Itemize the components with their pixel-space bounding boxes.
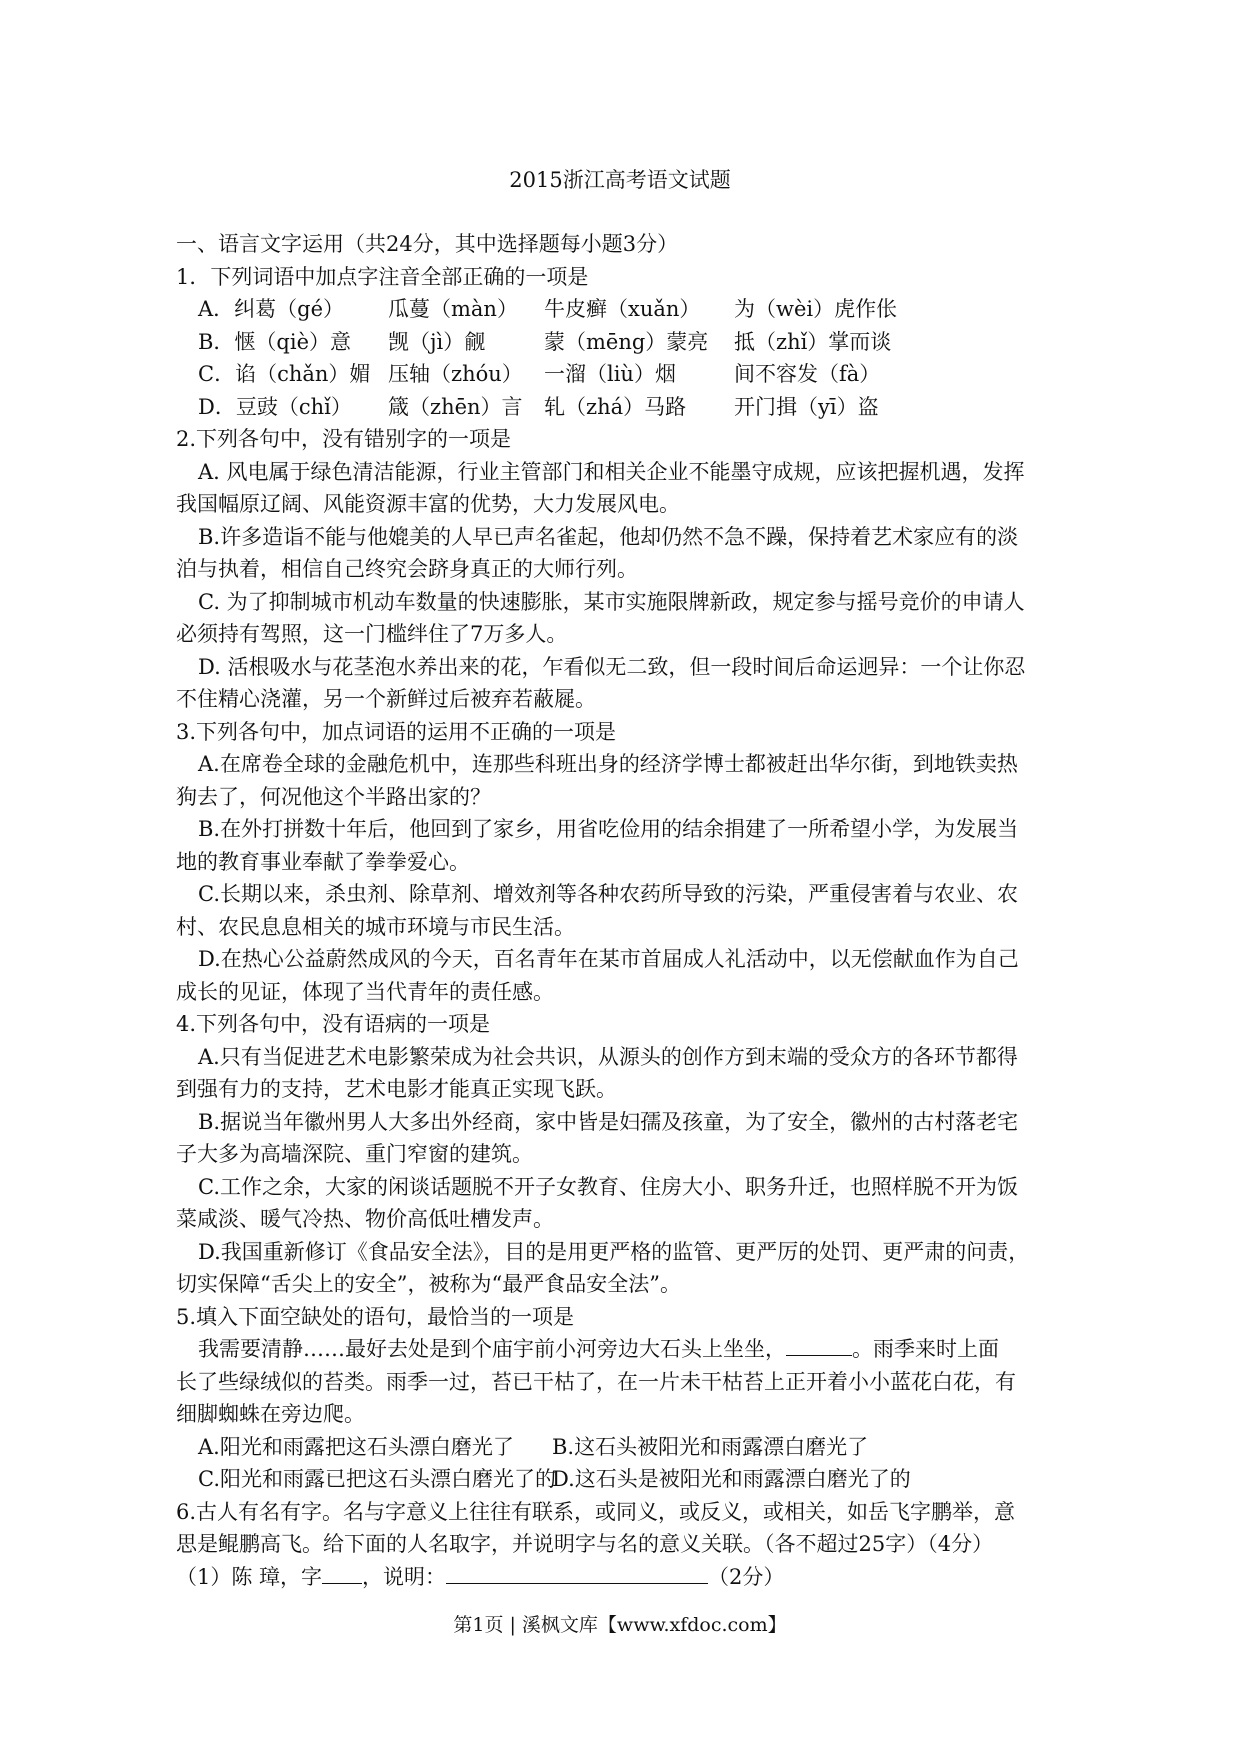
q1-a-3: 牛皮癣（xuǎn） (544, 297, 701, 321)
q2-b-line2: 泊与执着，相信自己终究会跻身真正的大师行列。 (176, 557, 638, 581)
q4-a-line1: A.只有当促进艺术电影繁荣成为社会共识，从源头的创作方到末端的受众方的各环节都得 (198, 1044, 1018, 1069)
q2-c-line2: 必须持有驾照，这一门槛绊住了7万多人。 (176, 622, 568, 646)
q5-stem: 5.填入下面空缺处的语句，最恰当的一项是 (176, 1304, 575, 1329)
q6-line1: 6.古人有名有字。名与字意义上往往有联系，或同义，或反义，或相关，如岳飞字鹏举，意 (176, 1499, 1016, 1524)
q1-option-b (176, 326, 1072, 359)
page-title: 2015浙江高考语文试题 (509, 168, 731, 192)
q4-d-line1: D.我国重新修订《食品安全法》，目的是用更严格的监管、更严厉的处罚、更严肃的问责， (198, 1239, 1030, 1264)
q3-a-line1: A.在席卷全球的金融危机中，连那些科班出身的经济学博士都被赶出华尔街，到地铁卖热 (198, 752, 1018, 776)
q5-passage-1b: 。雨季来时上面 (852, 1337, 999, 1361)
page-footer: 第1页 | 溪枫文库【www.xfdoc.com】 (453, 1614, 787, 1636)
q5-option-b: B.这石头被阳光和雨露漂白磨光了 (552, 1434, 869, 1459)
q6-explanation-blank[interactable] (446, 1563, 708, 1584)
q1-a-2: 瓜蔓（màn） (388, 297, 518, 321)
q1-b-3: 蒙（mēng）蒙亮 (544, 329, 709, 354)
q6-explain-label: ，说明： (362, 1564, 447, 1589)
q5-option-d: D.这石头是被阳光和雨露漂白磨光了的 (552, 1467, 911, 1491)
q3-d-line1: D.在热心公益蔚然成风的今天，百名青年在某市首届成人礼活动中，以无偿献血作为自己 (198, 947, 1019, 971)
q5-answer-blank[interactable] (786, 1335, 852, 1356)
q2-stem: 2.下列各句中，没有错别字的一项是 (176, 427, 512, 451)
q3-c-line1: C.长期以来，杀虫剂、除草剂、增效剂等各种农药所导致的污染，严重侵害着与农业、农 (198, 882, 1018, 906)
q6-line2: 思是鲲鹏高飞。给下面的人名取字，并说明字与名的意义关联。（各不超过25字）（4分） (176, 1532, 994, 1556)
q6-name-label: （1）陈 璋，字 (176, 1564, 323, 1589)
q5-passage-line1 (176, 1333, 1072, 1366)
q5-passage-line2: 长了些绿绒似的苔类。雨季一过，苔已干枯了，在一片未干枯苔上正开着小小蓝花白花，有 (176, 1369, 1016, 1394)
q1-a-1: A．纠葛（gé） (198, 297, 345, 321)
q2-a-line2: 我国幅原辽阔、风能资源丰富的优势，大力发展风电。 (176, 492, 680, 516)
q1-stem: 1．下列词语中加点字注音全部正确的一项是 (176, 264, 589, 289)
q1-c-3: 一溜（liù）烟 (544, 362, 676, 386)
q1-option-c (176, 358, 1072, 391)
q3-d-line2: 成长的见证，体现了当代青年的责任感。 (176, 979, 554, 1004)
q5-options-cd (176, 1463, 1072, 1496)
q1-option-d (176, 391, 1072, 424)
q4-a-line2: 到强有力的支持，艺术电影才能真正实现飞跃。 (176, 1077, 617, 1101)
q2-c-line1: C. 为了抑制城市机动车数量的快速膨胀，某市实施限牌新政，规定参与摇号竞价的申请人 (198, 589, 1025, 614)
q3-stem: 3.下列各句中，加点词语的运用不正确的一项是 (176, 719, 617, 744)
q2-a-line1: A. 风电属于绿色清洁能源，行业主管部门和相关企业不能墨守成规，应该把握机遇，发挥 (198, 459, 1025, 484)
section-heading: 一、语言文字运用（共24分，其中选择题每小题3分） (176, 232, 679, 256)
q1-b-4: 抵（zhǐ）掌而谈 (734, 329, 892, 354)
q1-b-2: 觊（jì）觎 (388, 329, 486, 354)
q1-c-2: 压轴（zhóu） (388, 362, 523, 386)
q1-d-3: 轧（zhá）马路 (544, 394, 687, 419)
q5-options-ab (176, 1431, 1072, 1464)
q1-d-4: 开门揖（yī）盗 (734, 394, 879, 419)
q3-b-line2: 地的教育事业奉献了拳拳爱心。 (176, 849, 470, 874)
q5-option-c: C.阳光和雨露已把这石头漂白磨光了的 (198, 1467, 556, 1491)
q5-option-a: A.阳光和雨露把这石头漂白磨光了 (198, 1434, 514, 1459)
q4-c-line1: C.工作之余，大家的闲谈话题脱不开子女教育、住房大小、职务升迁，也照样脱不开为饭 (198, 1174, 1018, 1199)
q4-stem: 4.下列各句中，没有语病的一项是 (176, 1012, 491, 1036)
q1-b-1: B．惬（qiè）意 (198, 329, 352, 354)
q2-d-line1: D. 活根吸水与花茎泡水养出来的花，乍看似无二致，但一段时间后命运迥异：一个让你忍 (198, 654, 1026, 679)
q5-passage-line3: 细脚蜘蛛在旁边爬。 (176, 1402, 365, 1426)
q4-d-line2: 切实保障“舌尖上的安全”，被称为“最严食品安全法”。 (176, 1272, 681, 1296)
q6-line3 (176, 1561, 1072, 1594)
q5-passage-1a: 我需要清静……最好去处是到个庙宇前小河旁边大石头上坐坐， (198, 1337, 786, 1361)
q6-courtesy-name-blank[interactable] (322, 1563, 362, 1584)
q4-c-line2: 菜咸淡、暖气冷热、物价高低吐槽发声。 (176, 1207, 554, 1231)
q3-c-line2: 村、农民息息相关的城市环境与市民生活。 (176, 914, 575, 939)
exam-content (176, 228, 1072, 1593)
q6-points: （2分） (708, 1564, 785, 1589)
q4-b-line1: B.据说当年徽州男人大多出外经商，家中皆是妇孺及孩童，为了安全，徽州的古村落老宅 (198, 1109, 1019, 1134)
q1-d-1: D．豆豉（chǐ） (198, 394, 352, 419)
q1-c-1: C．谄（chǎn）媚 (198, 362, 371, 386)
q1-d-2: 箴（zhēn）言 (388, 394, 523, 419)
q1-option-a (176, 293, 1072, 326)
q3-b-line1: B.在外打拼数十年后，他回到了家乡，用省吃俭用的结余捐建了一所希望小学，为发展当 (198, 817, 1019, 841)
q3-a-line2: 狗去了，何况他这个半路出家的？ (176, 784, 491, 809)
q2-b-line1: B.许多造诣不能与他媲美的人早已声名雀起，他却仍然不急不躁，保持着艺术家应有的淡 (198, 524, 1019, 549)
q1-a-4: 为（wèi）虎作伥 (734, 297, 898, 321)
q2-d-line2: 不住精心浇灌，另一个新鲜过后被弃若蔽屣。 (176, 687, 596, 711)
q1-c-4: 间不容发（fà） (734, 362, 881, 386)
q4-b-line2: 子大多为高墙深院、重门窄窗的建筑。 (176, 1142, 533, 1166)
